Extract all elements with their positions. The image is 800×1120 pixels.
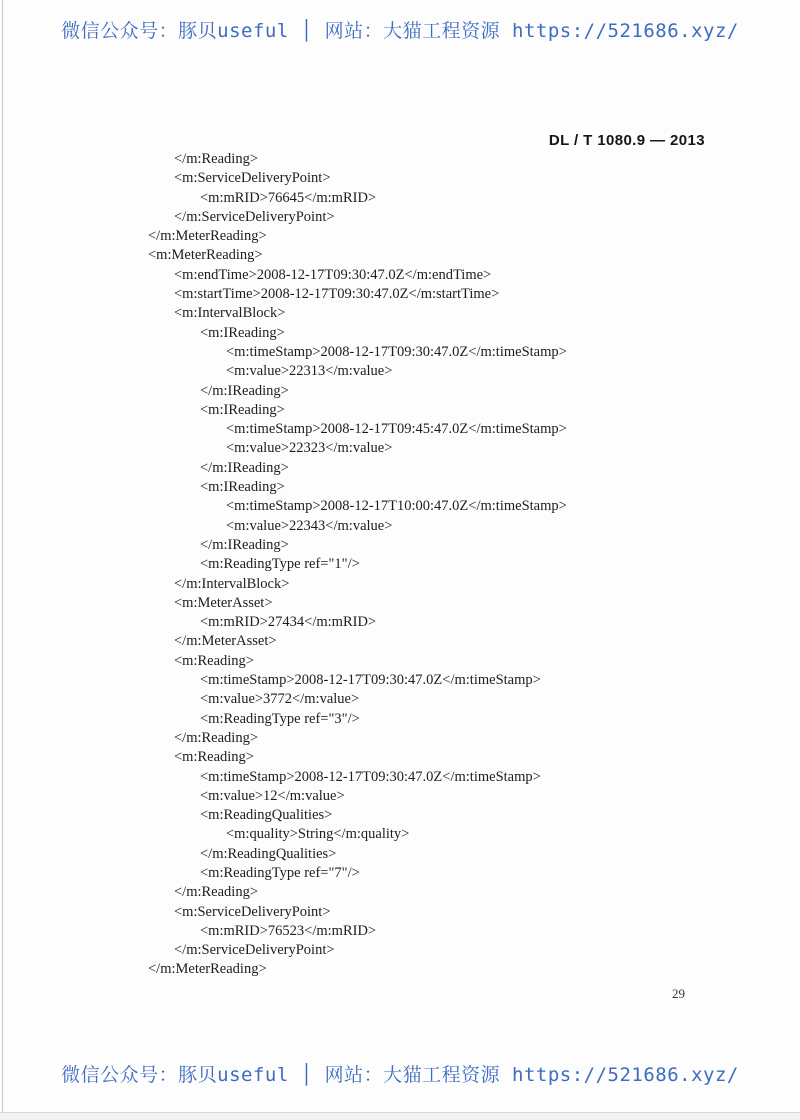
code-line: <m:timeStamp>2008-12-17T09:45:47.0Z</m:timeStamp>	[226, 421, 567, 438]
scan-left-edge-artifact	[2, 0, 3, 1120]
code-line: <m:timeStamp>2008-12-17T10:00:47.0Z</m:timeStamp>	[226, 498, 567, 515]
code-line: <m:value>22313</m:value>	[226, 363, 393, 380]
standard-number-header: DL / T 1080.9 — 2013	[548, 132, 705, 149]
watermark-banner-top: 微信公众号：豚贝useful │ 网站：大猫工程资源 https://521686.xyz/	[61, 20, 739, 42]
scan-bottom-edge-artifact	[0, 1112, 800, 1120]
code-line: <m:MeterReading>	[148, 247, 263, 264]
code-line: <m:value>22323</m:value>	[226, 440, 393, 457]
code-line: <m:timeStamp>2008-12-17T09:30:47.0Z</m:timeStamp>	[200, 768, 541, 785]
code-line: <m:ReadingType ref="3"/>	[200, 710, 360, 727]
code-line: <m:IReading>	[200, 324, 285, 341]
code-line: </m:ReadingQualities>	[200, 845, 337, 862]
code-line: </m:Reading>	[174, 884, 259, 901]
watermark-banner-bottom: 微信公众号：豚贝useful │ 网站：大猫工程资源 https://521686.xyz/	[61, 1064, 739, 1086]
code-line: <m:value>22343</m:value>	[226, 517, 393, 534]
code-line: <m:ReadingType ref="7"/>	[200, 864, 360, 881]
code-line: <m:mRID>27434</m:mRID>	[200, 614, 377, 631]
code-line: <m:MeterAsset>	[174, 594, 273, 611]
code-line: <m:ReadingType ref="1"/>	[200, 556, 360, 573]
code-line: </m:ServiceDeliveryPoint>	[174, 208, 335, 225]
code-line: </m:IReading>	[200, 536, 289, 553]
code-line: </m:MeterReading>	[148, 961, 267, 978]
code-line: <m:mRID>76645</m:mRID>	[200, 189, 377, 206]
code-line: <m:ServiceDeliveryPoint>	[174, 170, 331, 187]
code-line: <m:Reading>	[174, 652, 254, 669]
xml-code-listing	[148, 150, 748, 980]
code-line: </m:Reading>	[174, 151, 259, 167]
code-line: <m:value>12</m:value>	[200, 787, 345, 804]
page-number: 29	[672, 986, 685, 1001]
code-line: </m:Reading>	[174, 729, 259, 746]
code-line: <m:ServiceDeliveryPoint>	[174, 903, 331, 920]
code-line: </m:IntervalBlock>	[174, 575, 290, 592]
code-line: <m:timeStamp>2008-12-17T09:30:47.0Z</m:timeStamp>	[226, 343, 567, 360]
code-line: <m:mRID>76523</m:mRID>	[200, 922, 377, 939]
code-line: <m:startTime>2008-12-17T09:30:47.0Z</m:startTime>	[174, 286, 500, 303]
code-line: <m:quality>String</m:quality>	[226, 826, 410, 843]
code-line: <m:value>3772</m:value>	[200, 691, 360, 708]
code-line: </m:ServiceDeliveryPoint>	[174, 942, 335, 959]
code-line: <m:IReading>	[200, 401, 285, 418]
code-line: </m:MeterAsset>	[174, 633, 277, 650]
code-line: <m:Reading>	[174, 749, 254, 766]
code-line: <m:ReadingQualities>	[200, 807, 333, 824]
code-line: <m:IntervalBlock>	[174, 305, 286, 322]
code-line: <m:IReading>	[200, 479, 285, 496]
code-line: </m:IReading>	[200, 459, 289, 476]
code-line: <m:endTime>2008-12-17T09:30:47.0Z</m:endTime>	[174, 266, 492, 283]
code-line: </m:IReading>	[200, 382, 289, 399]
code-line: </m:MeterReading>	[148, 228, 267, 245]
code-line: <m:timeStamp>2008-12-17T09:30:47.0Z</m:timeStamp>	[200, 672, 541, 689]
